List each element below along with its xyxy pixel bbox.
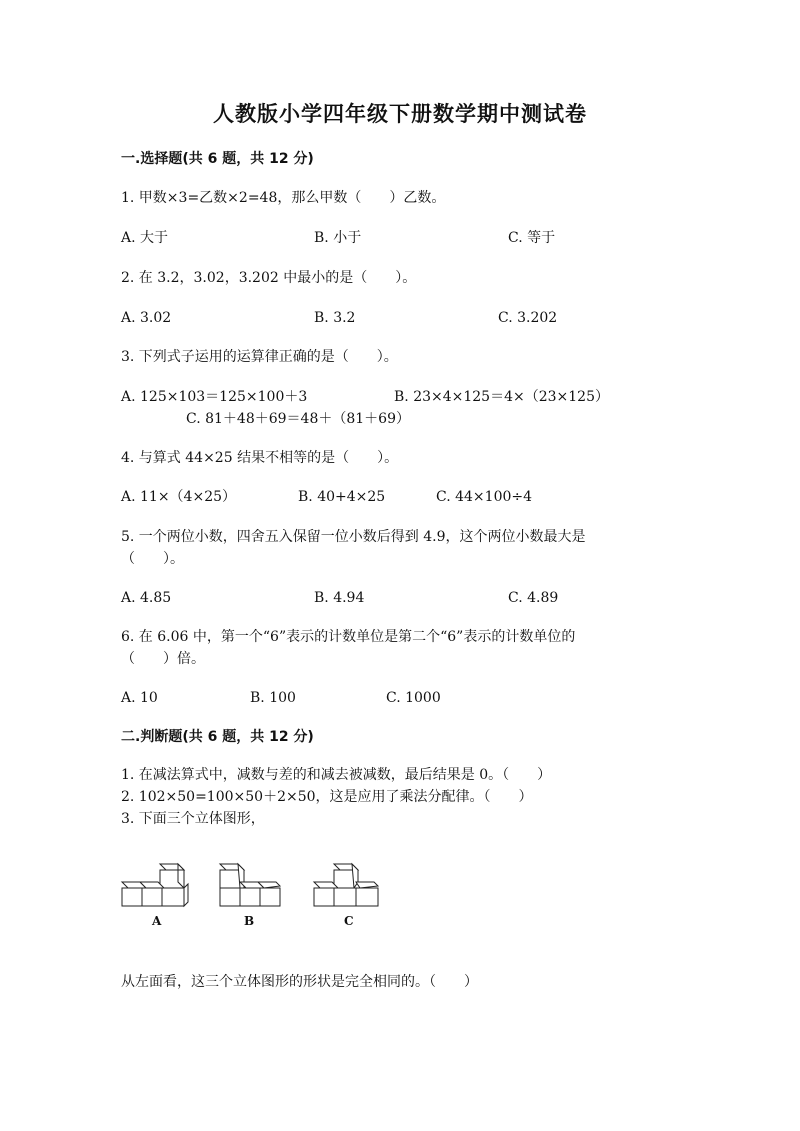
question-stem-continued: （ ）倍。 <box>121 651 205 667</box>
figure-label-b: B <box>244 914 255 928</box>
option-a: A. 3.02 <box>121 310 172 326</box>
section-heading-choice: 一.选择题(共 6 题，共 12 分) <box>121 151 314 167</box>
option-c: C. 等于 <box>508 230 556 246</box>
cube-figure-b <box>216 862 282 910</box>
question-stem: 2. 102×50=100×50＋2×50，这是应用了乘法分配律。（ ） <box>121 789 533 805</box>
option-b: B. 3.2 <box>314 310 356 326</box>
option-c: C. 81＋48＋69＝48＋（81＋69） <box>186 411 410 427</box>
figure-label-a: A <box>152 914 162 928</box>
option-c: C. 4.89 <box>508 590 559 606</box>
option-c: C. 3.202 <box>498 310 558 326</box>
cube-figure-c <box>312 862 382 910</box>
section-heading-judgement: 二.判断题(共 6 题，共 12 分) <box>121 729 314 745</box>
page-title: 人教版小学四年级下册数学期中测试卷 <box>213 102 587 126</box>
option-c: C. 1000 <box>386 690 441 706</box>
question-stem-continued: （ ）。 <box>121 551 184 567</box>
question-stem: 4. 与算式 44×25 结果不相等的是（ ）。 <box>121 450 399 466</box>
option-b: B. 4.94 <box>314 590 365 606</box>
option-b: B. 100 <box>250 690 296 706</box>
option-b: B. 23×4×125＝4×（23×125） <box>394 389 609 405</box>
option-a: A. 大于 <box>121 230 169 246</box>
option-c: C. 44×100÷4 <box>436 489 533 505</box>
question-stem: 1. 甲数×3=乙数×2=48，那么甲数（ ）乙数。 <box>121 190 446 206</box>
question-stem: 1. 在减法算式中，减数与差的和减去被减数，最后结果是 0。（ ） <box>121 767 552 783</box>
figure-label-c: C <box>344 914 354 928</box>
option-a: A. 11×（4×25） <box>121 489 237 505</box>
option-a: A. 10 <box>121 690 158 706</box>
question-stem: 2. 在 3.2，3.02，3.202 中最小的是（ ）。 <box>121 270 417 286</box>
question-conclusion: 从左面看，这三个立体图形的形状是完全相同的。（ ） <box>121 974 478 990</box>
question-stem: 3. 下列式子运用的运算律正确的是（ ）。 <box>121 349 398 365</box>
question-stem: 3. 下面三个立体图形， <box>121 811 265 827</box>
option-b: B. 小于 <box>314 230 362 246</box>
question-stem: 5. 一个两位小数，四舍五入保留一位小数后得到 4.9，这个两位小数最大是 <box>121 529 586 545</box>
cube-figure-a <box>120 862 190 910</box>
option-b: B. 40+4×25 <box>298 489 386 505</box>
question-stem: 6. 在 6.06 中，第一个“6”表示的计数单位是第二个“6”表示的计数单位的 <box>121 629 576 645</box>
option-a: A. 125×103＝125×100＋3 <box>121 389 308 405</box>
option-a: A. 4.85 <box>121 590 172 606</box>
